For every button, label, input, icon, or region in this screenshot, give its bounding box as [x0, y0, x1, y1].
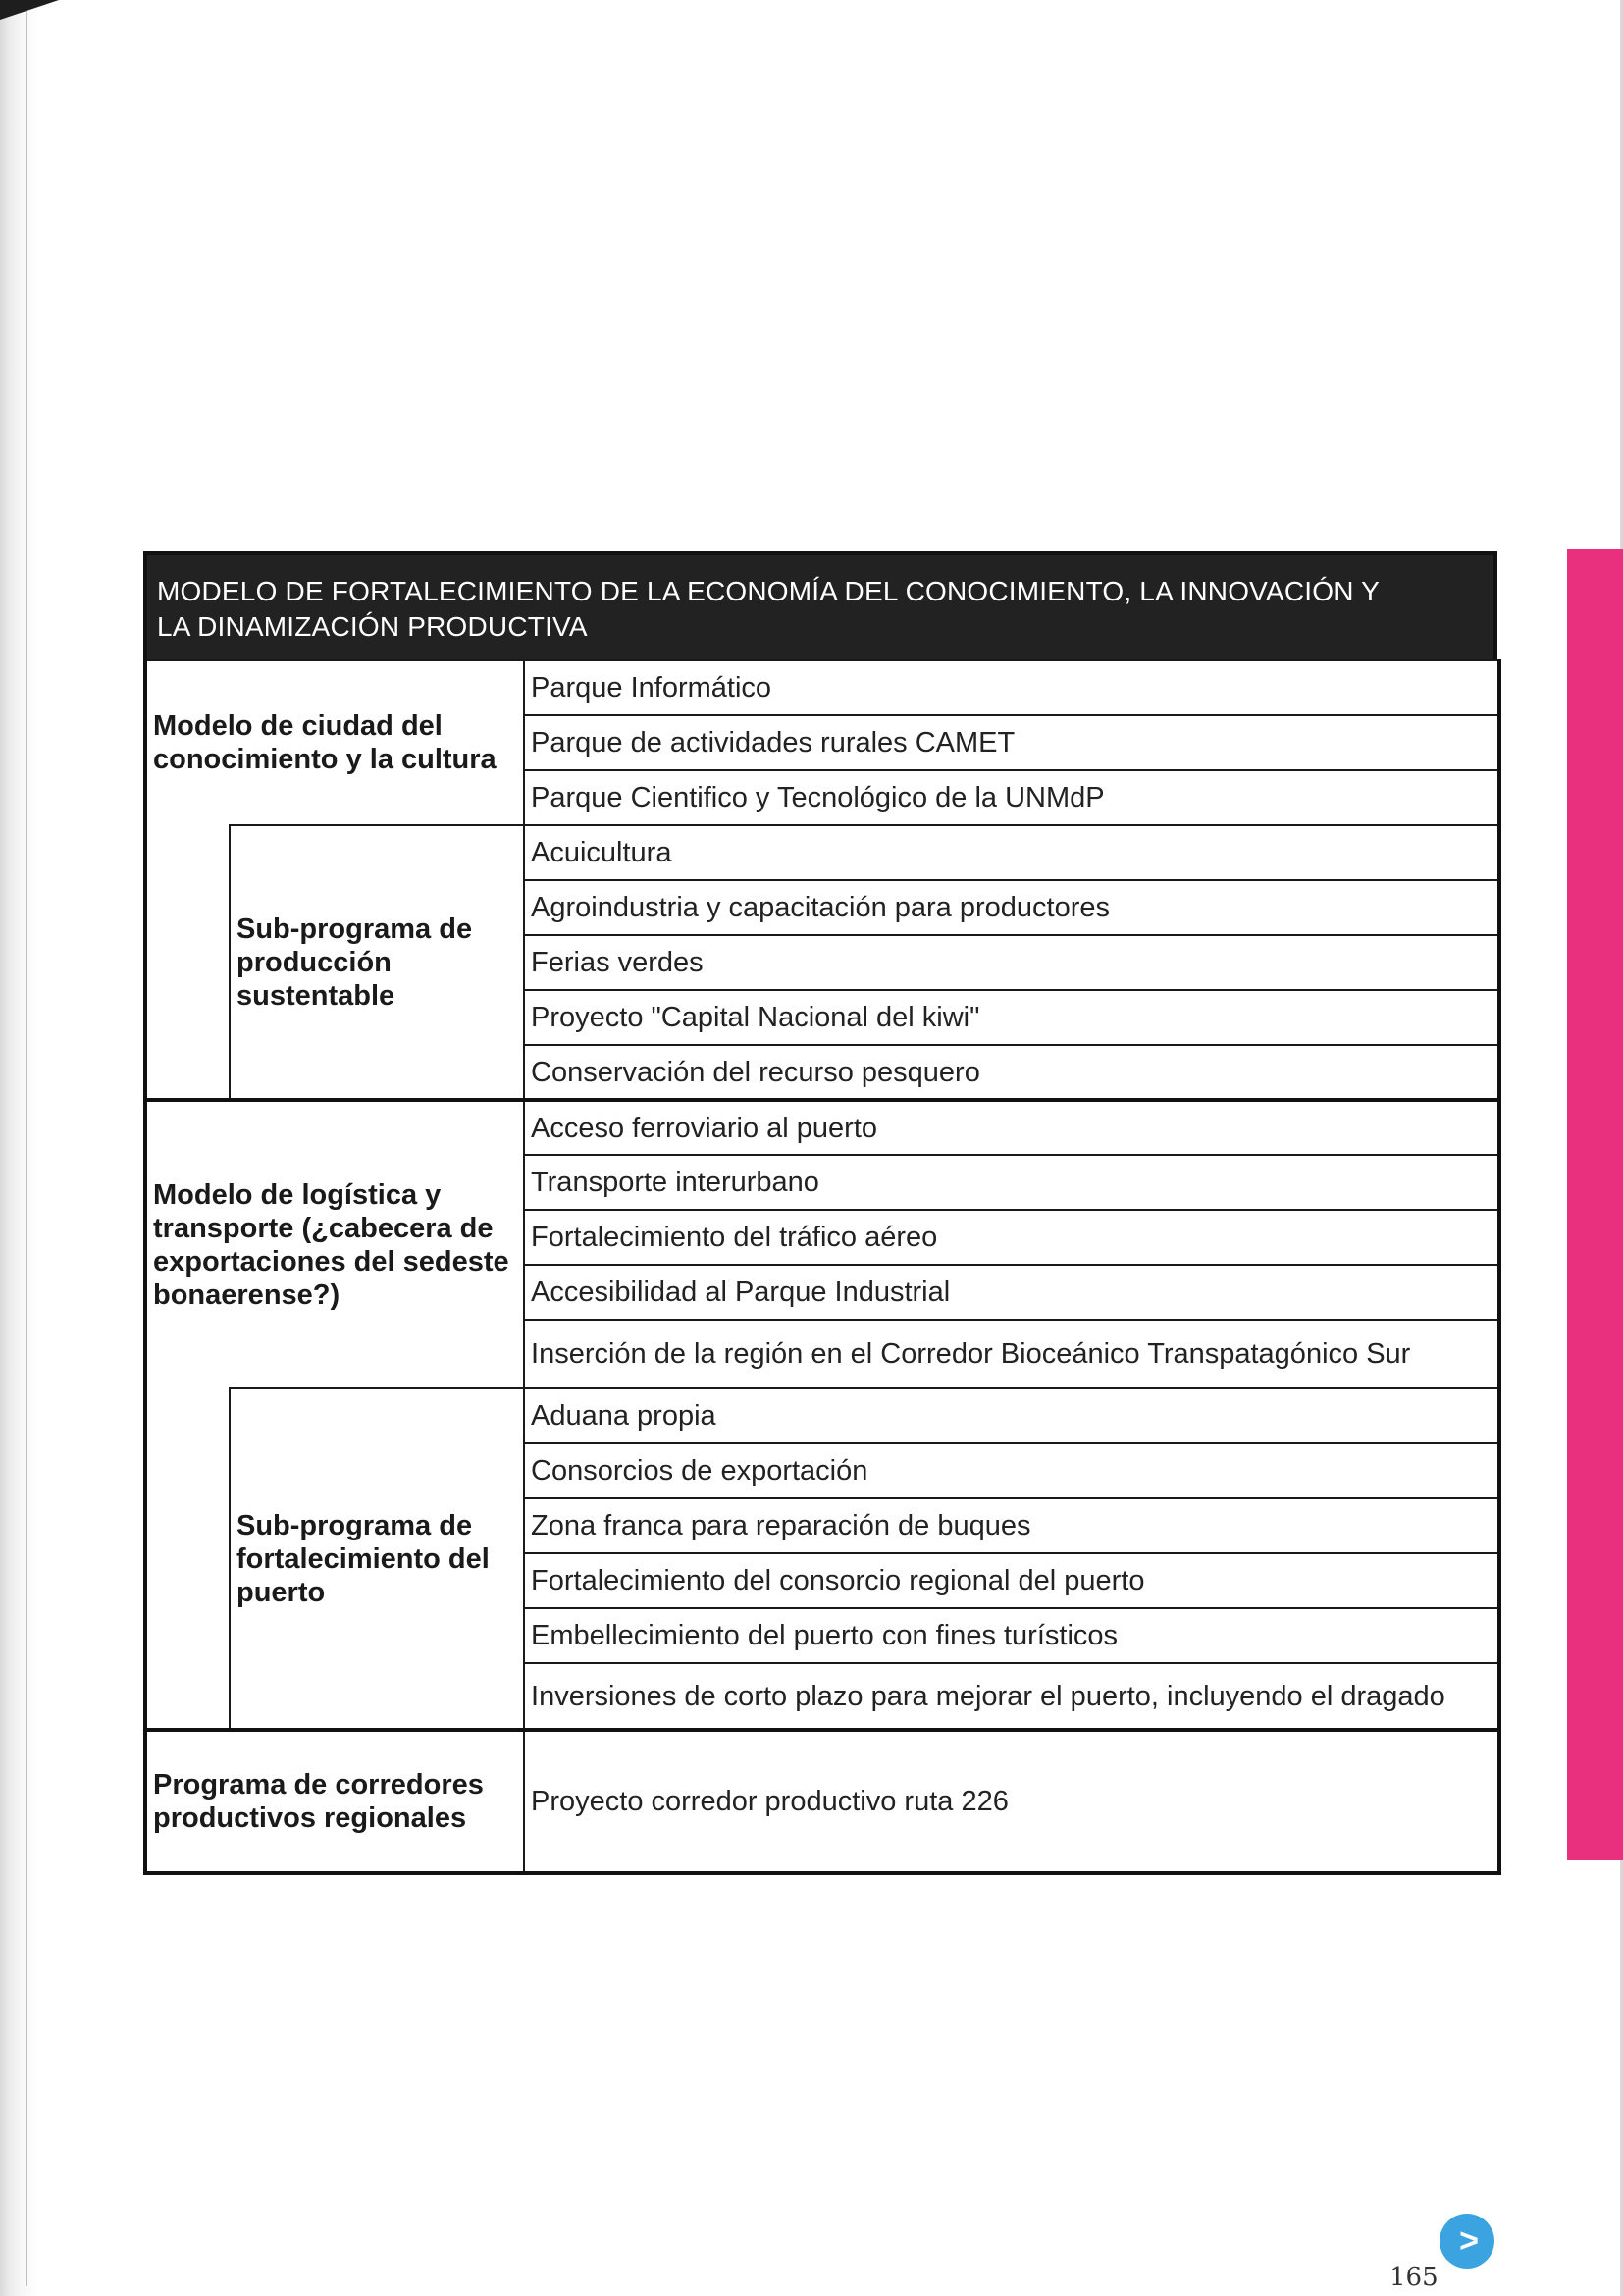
subprogram-label-sustainable-production: Sub-programa de producción sustentable: [230, 825, 524, 1100]
table-row: Inserción de la región en el Corredor Bioceánico Transpatagónico Sur: [524, 1320, 1499, 1388]
table-row: Conservación del recurso pesquero: [524, 1045, 1499, 1100]
table-row: Acuicultura: [524, 825, 1499, 880]
group-label-knowledge-city: Modelo de ciudad del conocimiento y la cultura: [145, 660, 524, 825]
group-label-logistics-transport: Modelo de logística y transporte (¿cabecera de exportaciones del sedeste bonaerense?): [145, 1100, 524, 1388]
table-row: Agroindustria y capacitación para productores: [524, 880, 1499, 935]
program-grid: [143, 659, 1501, 1875]
chevron-right-icon: >: [1459, 2222, 1479, 2260]
book-gutter: [0, 0, 39, 2296]
table-row: Parque Cientifico y Tecnológico de la UNMdP: [524, 770, 1499, 825]
indent-spacer: [145, 1388, 230, 1730]
table-row: Parque Informático: [524, 660, 1499, 715]
table-row: Embellecimiento del puerto con fines turísticos: [524, 1608, 1499, 1663]
gutter-line: [26, 10, 27, 2286]
table-title: [143, 551, 1497, 659]
indent-spacer: [145, 825, 230, 1100]
table-title-line-1: MODELO DE FORTALECIMIENTO DE LA ECONOMÍA DEL CONOCIMIENTO, LA INNOVACIÓN Y: [157, 576, 1381, 606]
subprogram-label-port-strengthening: Sub-programa de fortalecimiento del puerto: [230, 1388, 524, 1730]
table-row: Zona franca para reparación de buques: [524, 1498, 1499, 1553]
table-row: Consorcios de exportación: [524, 1443, 1499, 1498]
next-page-button[interactable]: [1440, 2214, 1494, 2269]
table-row: Proyecto "Capital Nacional del kiwi": [524, 990, 1499, 1045]
table-title-line-2: LA DINAMIZACIÓN PRODUCTIVA: [157, 611, 588, 642]
table-row: Proyecto corredor productivo ruta 226: [524, 1730, 1499, 1873]
table-row: Transporte interurbano: [524, 1155, 1499, 1210]
table-row: Fortalecimiento del consorcio regional del puerto: [524, 1553, 1499, 1608]
corner-mark: [0, 0, 59, 20]
table-row: Ferias verdes: [524, 935, 1499, 990]
page-number: 165: [1389, 2263, 1439, 2292]
table-row: Fortalecimiento del tráfico aéreo: [524, 1210, 1499, 1265]
program-table: [143, 551, 1497, 1875]
table-row: Accesibilidad al Parque Industrial: [524, 1265, 1499, 1320]
accent-bar: [1567, 549, 1623, 1860]
table-row: Aduana propia: [524, 1388, 1499, 1443]
table-row: Parque de actividades rurales CAMET: [524, 715, 1499, 770]
table-row: Inversiones de corto plazo para mejorar el puerto, incluyendo el dragado: [524, 1663, 1499, 1730]
group-label-regional-corridors: Programa de corredores productivos regionales: [145, 1730, 524, 1873]
table-row: Acceso ferroviario al puerto: [524, 1100, 1499, 1155]
